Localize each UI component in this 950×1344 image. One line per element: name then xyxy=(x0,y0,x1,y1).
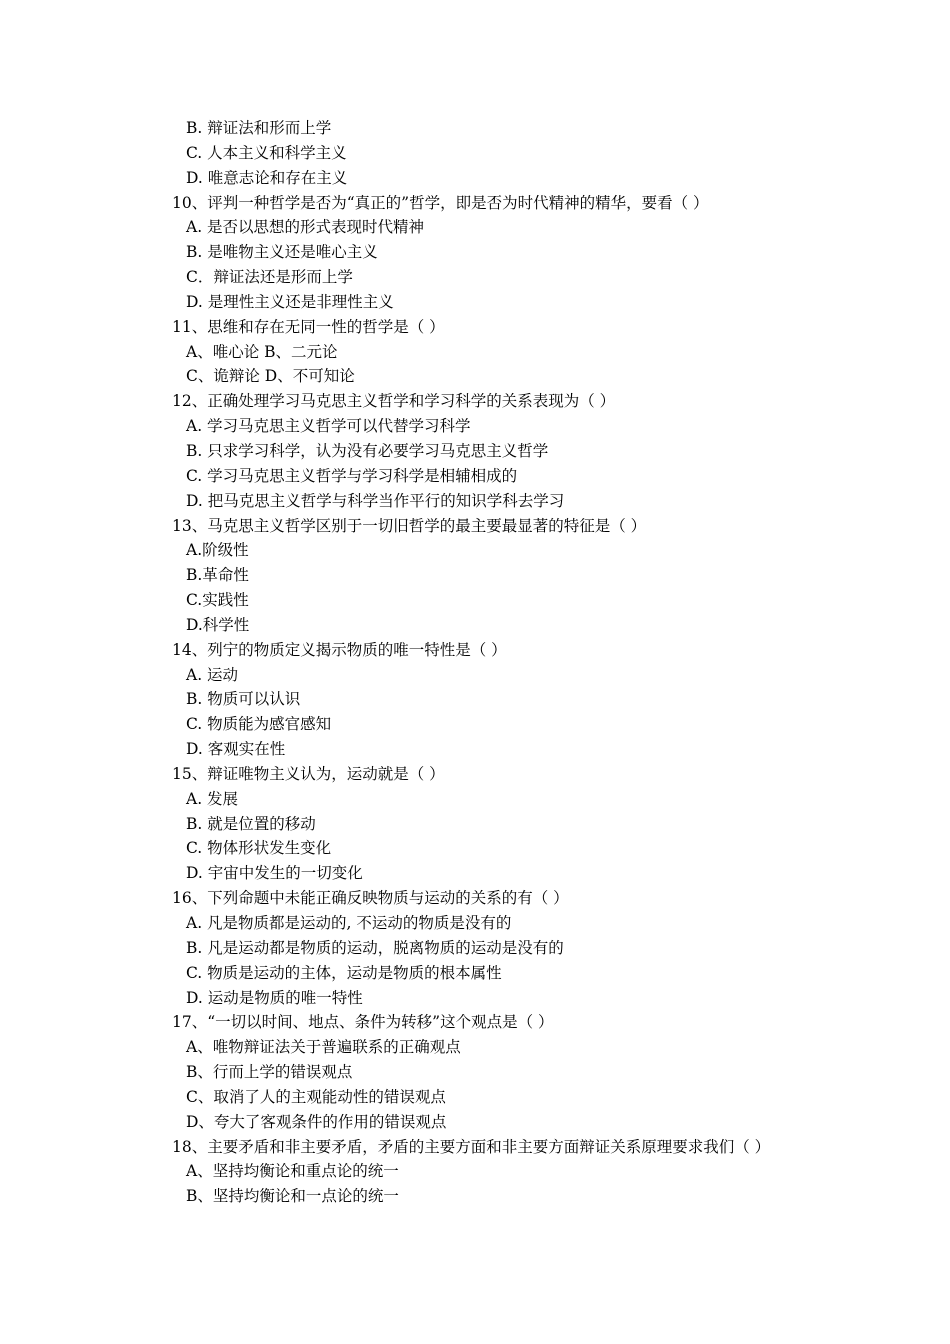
answer-option: B、行而上学的错误观点 xyxy=(186,1063,353,1082)
answer-option: A. 是否以思想的形式表现时代精神 xyxy=(186,218,425,237)
answer-option: A. 运动 xyxy=(186,665,239,684)
answer-option: C. 人本主义和科学主义 xyxy=(186,143,347,162)
answer-option: A.阶级性 xyxy=(186,541,249,560)
answer-option: B、坚持均衡论和一点论的统一 xyxy=(186,1187,399,1206)
question-text: 11、思维和存在无同一性的哲学是（ ） xyxy=(172,317,445,336)
answer-option: C. 物体形状发生变化 xyxy=(186,839,332,858)
answer-option: B. 是唯物主义还是唯心主义 xyxy=(186,243,378,262)
answer-option: A. 发展 xyxy=(186,789,239,808)
answer-option: D. 把马克思主义哲学与科学当作平行的知识学科去学习 xyxy=(186,491,565,510)
answer-option: B. 就是位置的移动 xyxy=(186,814,316,833)
question-text: 16、下列命题中未能正确反映物质与运动的关系的有（ ） xyxy=(172,889,569,908)
answer-option: A. 学习马克思主义哲学可以代替学习科学 xyxy=(186,417,471,436)
answer-option: D、夸大了客观条件的作用的错误观点 xyxy=(186,1112,447,1131)
answer-option: D. 唯意志论和存在主义 xyxy=(186,168,348,187)
answer-option: D.科学性 xyxy=(186,615,250,634)
answer-option: C. 物质能为感官感知 xyxy=(186,715,332,734)
answer-option: C. 物质是运动的主体，运动是物质的根本属性 xyxy=(186,963,502,982)
answer-option: D. 宇宙中发生的一切变化 xyxy=(186,864,363,883)
answer-option: D. 客观实在性 xyxy=(186,740,286,759)
answer-option: B.革命性 xyxy=(186,566,249,585)
answer-option: A、坚持均衡论和重点论的统一 xyxy=(186,1162,399,1181)
answer-option: A、唯心论 B、二元论 xyxy=(186,342,338,361)
answer-option: C、诡辩论 D、不可知论 xyxy=(186,367,355,386)
question-text: 18、主要矛盾和非主要矛盾，矛盾的主要方面和非主要方面辩证关系原理要求我们（ ） xyxy=(172,1137,771,1156)
question-text: 17、“一切以时间、地点、条件为转移”这个观点是（ ） xyxy=(172,1013,554,1032)
answer-option: C.实践性 xyxy=(186,591,249,610)
answer-option: B. 物质可以认识 xyxy=(186,690,301,709)
answer-option: A、唯物辩证法关于普遍联系的正确观点 xyxy=(186,1038,461,1057)
answer-option: B. 只求学习科学，认为没有必要学习马克思主义哲学 xyxy=(186,441,549,460)
question-text: 13、马克思主义哲学区别于一切旧哲学的最主要最显著的特征是（ ） xyxy=(172,516,647,535)
answer-option: C．辩证法还是形而上学 xyxy=(186,268,353,287)
answer-option: B. 辩证法和形而上学 xyxy=(186,119,332,137)
answer-option: D. 运动是物质的唯一特性 xyxy=(186,988,363,1007)
question-text: 10、评判一种哲学是否为“真正的”哲学，即是否为时代精神的精华，要看（ ） xyxy=(172,193,709,212)
question-text: 14、列宁的物质定义揭示物质的唯一特性是（ ） xyxy=(172,640,507,659)
answer-option: B. 凡是运动都是物质的运动，脱离物质的运动是没有的 xyxy=(186,938,564,957)
answer-option: C. 学习马克思主义哲学与学习科学是相辅相成的 xyxy=(186,466,518,485)
answer-option: C、取消了人的主观能动性的错误观点 xyxy=(186,1087,446,1106)
question-text: 12、正确处理学习马克思主义哲学和学习科学的关系表现为（ ） xyxy=(172,392,616,411)
document-page xyxy=(0,116,950,1209)
question-text: 15、辩证唯物主义认为，运动就是（ ） xyxy=(172,764,445,783)
answer-option: D. 是理性主义还是非理性主义 xyxy=(186,292,394,311)
answer-option: A. 凡是物质都是运动的, 不运动的物质是没有的 xyxy=(186,914,512,932)
